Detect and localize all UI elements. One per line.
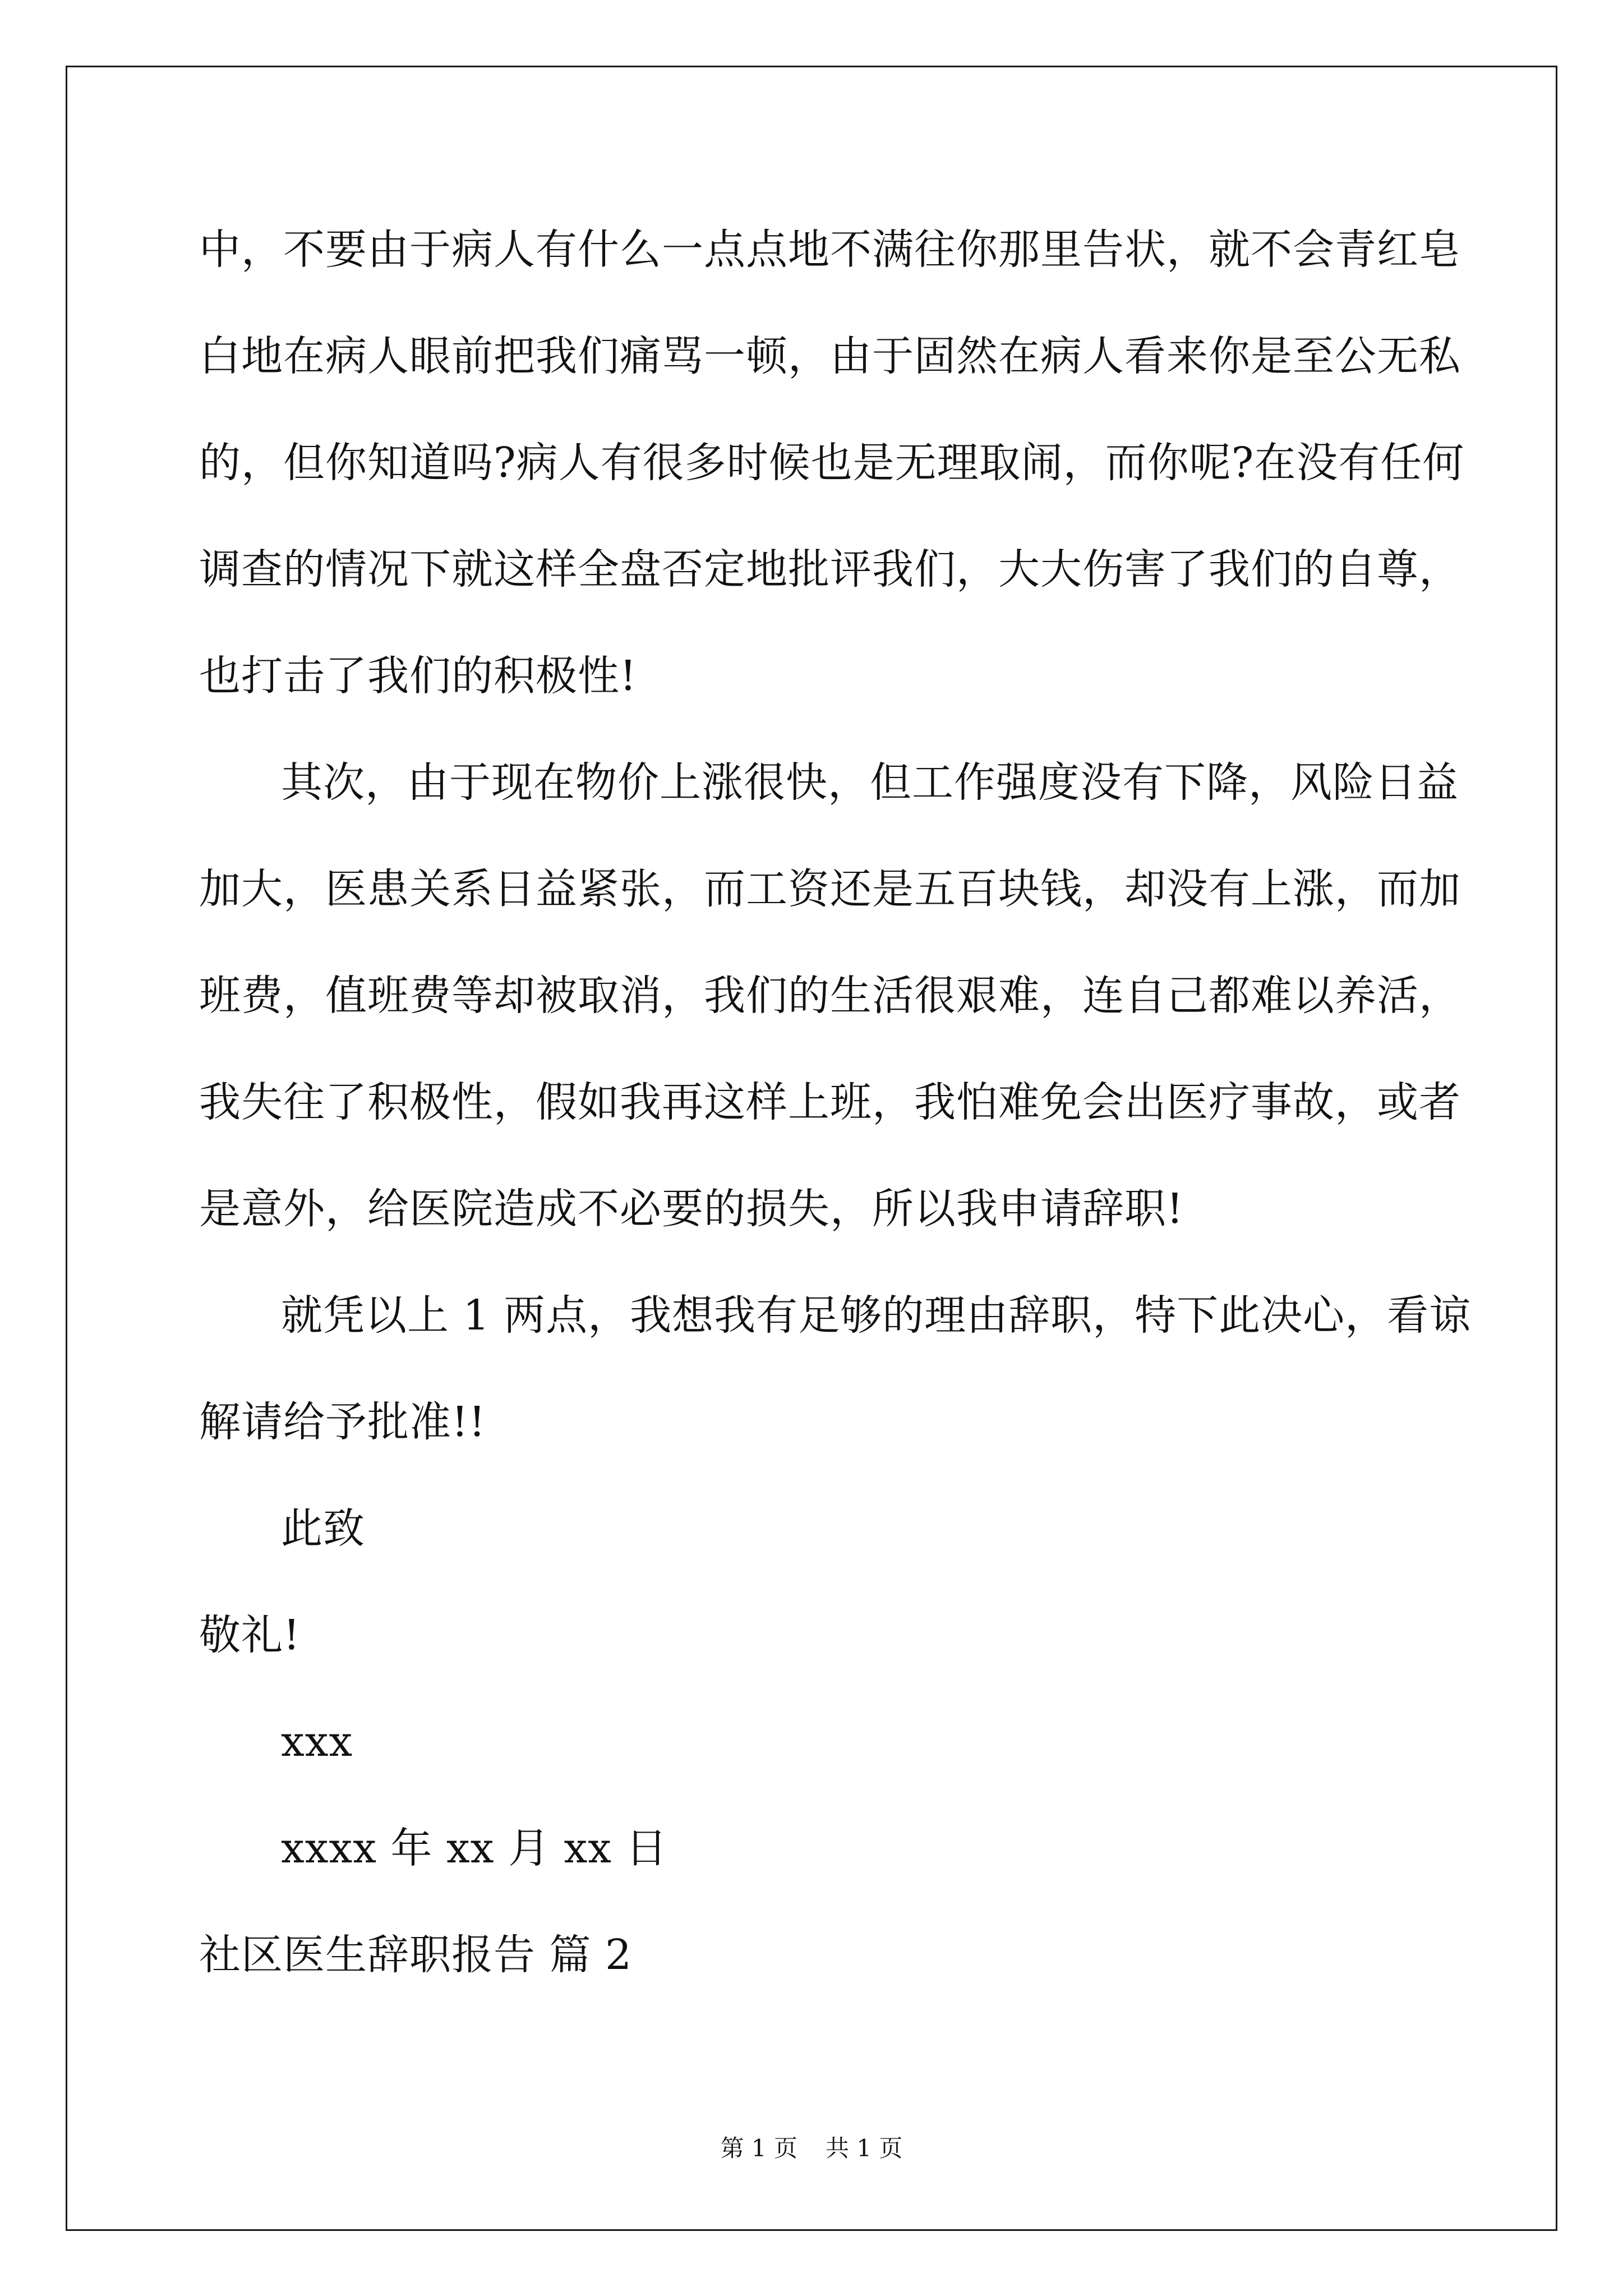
document-body bbox=[199, 219, 1472, 2031]
text-line: 也打击了我们的积极性! bbox=[199, 652, 637, 700]
closing-regards: 敬礼! bbox=[199, 1611, 301, 1659]
text-line: 加大，医患关系日益紧张，而工资还是五百块钱，却没有上涨，而加 bbox=[199, 865, 1461, 913]
section-heading: 社区医生辞职报告 篇 2 bbox=[199, 1931, 633, 1979]
text-line: 中，不要由于病人有什么一点点地不满往你那里告状，就不会青红皂 bbox=[199, 226, 1461, 274]
text-line: 的，但你知道吗?病人有很多时候也是无理取闹，而你呢?在没有任何 bbox=[199, 439, 1465, 487]
page-number-total: 共 1 页 bbox=[826, 2134, 903, 2162]
paragraph-start-line: 就凭以上 1 两点，我想我有足够的理由辞职，特下此决心，看谅 bbox=[281, 1291, 1472, 1340]
text-line: 白地在病人眼前把我们痛骂一顿，由于固然在病人看来你是至公无私 bbox=[199, 332, 1461, 380]
text-line: 调查的情况下就这样全盘否定地批评我们，大大伤害了我们的自尊， bbox=[199, 545, 1461, 593]
paragraph-start-line: 其次，由于现在物价上涨很快，但工作强度没有下降，风险日益 bbox=[281, 758, 1459, 807]
signature-name: xxx bbox=[281, 1718, 353, 1766]
text-line: 我失往了积极性，假如我再这样上班，我怕难免会出医疗事故，或者 bbox=[199, 1078, 1461, 1126]
page-number-current: 第 1 页 bbox=[720, 2134, 797, 2162]
text-line: 是意外，给医院造成不必要的损失，所以我申请辞职! bbox=[199, 1185, 1184, 1233]
text-line: 班费，值班费等却被取消，我们的生活很艰难，连自己都难以养活， bbox=[199, 972, 1461, 1020]
closing-salutation: 此致 bbox=[281, 1504, 365, 1553]
page-footer bbox=[0, 2132, 1623, 2165]
signature-date: xxxx 年 xx 月 xx 日 bbox=[281, 1824, 668, 1872]
text-line: 解请给予批准!! bbox=[199, 1398, 486, 1446]
